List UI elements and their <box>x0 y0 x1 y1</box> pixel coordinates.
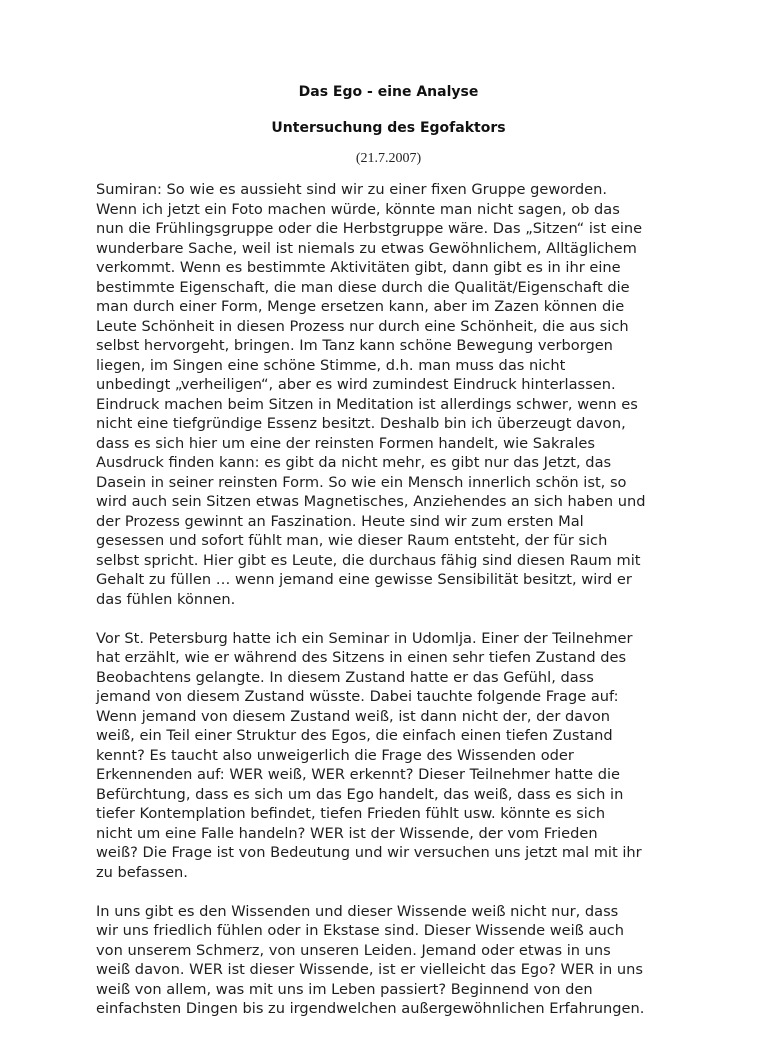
text-line: Befürchtung, dass es sich um das Ego handelt, das weiß, dass es sich in <box>96 785 624 803</box>
text-line: Beobachtens gelangte. In diesem Zustand hatte er das Gefühl, dass <box>96 668 594 686</box>
text-line: das fühlen können. <box>96 590 236 608</box>
text-line: tiefer Kontemplation befindet, tiefen Frieden fühlt usw. könnte es sich <box>96 805 606 822</box>
text-line: von unserem Schmerz, von unseren Leiden. Jemand oder etwas in uns <box>96 941 611 959</box>
text-line: weiß, ein Teil einer Struktur des Egos, die einfach einen tiefen Zustand <box>96 727 613 744</box>
text-line: wird auch sein Sitzen etwas Magnetisches, Anziehendes an sich haben und <box>96 493 646 510</box>
text-line: selbst spricht. Hier gibt es Leute, die durchaus fähig sind diesen Raum mit <box>96 551 641 569</box>
paragraph-1 <box>96 180 681 609</box>
text-line: Wenn jemand von diesem Zustand weiß, ist dann nicht der, der davon <box>96 707 611 725</box>
document-title: Das Ego - eine Analyse <box>298 84 479 100</box>
text-line: liegen, im Singen eine schöne Stimme, d.h. man muss das nicht <box>96 356 566 374</box>
text-line: nun die Frühlingsgruppe oder die Herbstgruppe wäre. Das „Sitzen“ ist eine <box>96 220 643 237</box>
text-line: Leute Schönheit in diesen Prozess nur durch eine Schönheit, die aus sich <box>96 317 629 335</box>
text-line: einfachsten Dingen bis zu irgendwelchen außergewöhnlichen Erfahrungen. <box>96 1000 645 1017</box>
text-line: wir uns friedlich fühlen oder in Ekstase sind. Dieser Wissende weiß auch <box>96 922 624 939</box>
text-line: Dasein in seiner reinsten Form. So wie ein Mensch innerlich schön ist, so <box>96 473 627 491</box>
text-line: unbedingt „verheiligen“, aber es wird zumindest Eindruck hinterlassen. <box>96 376 616 393</box>
text-line: weiß davon. WER ist dieser Wissende, ist er vielleicht das Ego? WER in uns <box>96 961 643 978</box>
text-line: jemand von diesem Zustand wüsste. Dabei tauchte folgende Frage auf: <box>96 688 619 705</box>
text-line: Erkennenden auf: WER weiß, WER erkennt? Dieser Teilnehmer hatte die <box>96 766 621 783</box>
document-subtitle: Untersuchung des Egofaktors <box>271 120 506 136</box>
text-line: nicht um eine Falle handeln? WER ist der Wissende, der vom Frieden <box>96 824 598 842</box>
text-line: weiß? Die Frage ist von Bedeutung und wir versuchen uns jetzt mal mit ihr <box>96 844 642 861</box>
document-date: (21.7.2007) <box>355 151 422 166</box>
text-line: Ausdruck finden kann: es gibt da nicht mehr, es gibt nur das Jetzt, das <box>96 454 612 471</box>
text-line: dass es sich hier um eine der reinsten Formen handelt, wie Sakrales <box>96 434 596 452</box>
paragraph-3 <box>96 902 681 1019</box>
text-line: nicht eine tiefgründige Essenz besitzt. Deshalb bin ich überzeugt davon, <box>96 415 626 432</box>
text-line: weiß von allem, was mit uns im Leben passiert? Beginnend von den <box>96 980 593 998</box>
text-line: hat erzählt, wie er während des Sitzens in einen sehr tiefen Zustand des <box>96 649 627 666</box>
paragraph-2 <box>96 629 681 883</box>
text-line: gesessen und sofort fühlt man, wie dieser Raum entsteht, der für sich <box>96 532 608 549</box>
text-line: bestimmte Eigenschaft, die man diese durch die Qualität/Eigenschaft die <box>96 278 630 296</box>
text-line: der Prozess gewinnt an Faszination. Heute sind wir zum ersten Mal <box>96 512 584 530</box>
text-line: man durch einer Form, Menge ersetzen kann, aber im Zazen können die <box>96 298 625 315</box>
text-line: wunderbare Sache, weil ist niemals zu etwas Gewöhnlichem, Alltäglichem <box>96 239 637 257</box>
text-line: verkommt. Wenn es bestimmte Aktivitäten gibt, dann gibt es in ihr eine <box>96 259 621 276</box>
document-body <box>96 180 681 1038</box>
text-line: Wenn ich jetzt ein Foto machen würde, könnte man nicht sagen, ob das <box>96 200 620 218</box>
text-line: Vor St. Petersburg hatte ich ein Seminar in Udomlja. Einer der Teilnehmer <box>96 629 633 647</box>
text-line: zu befassen. <box>96 863 188 881</box>
text-line: Eindruck machen beim Sitzen in Meditation ist allerdings schwer, wenn es <box>96 395 638 413</box>
text-line: selbst hervorgeht, bringen. Im Tanz kann schöne Bewegung verborgen <box>96 337 613 354</box>
text-line: kennt? Es taucht also unweigerlich die Frage des Wissenden oder <box>96 746 574 764</box>
text-line: Gehalt zu füllen … wenn jemand eine gewisse Sensibilität besitzt, wird er <box>96 571 632 588</box>
text-line: In uns gibt es den Wissenden und dieser Wissende weiß nicht nur, dass <box>96 902 619 920</box>
text-line: Sumiran: So wie es aussieht sind wir zu einer fixen Gruppe geworden. <box>96 181 608 198</box>
